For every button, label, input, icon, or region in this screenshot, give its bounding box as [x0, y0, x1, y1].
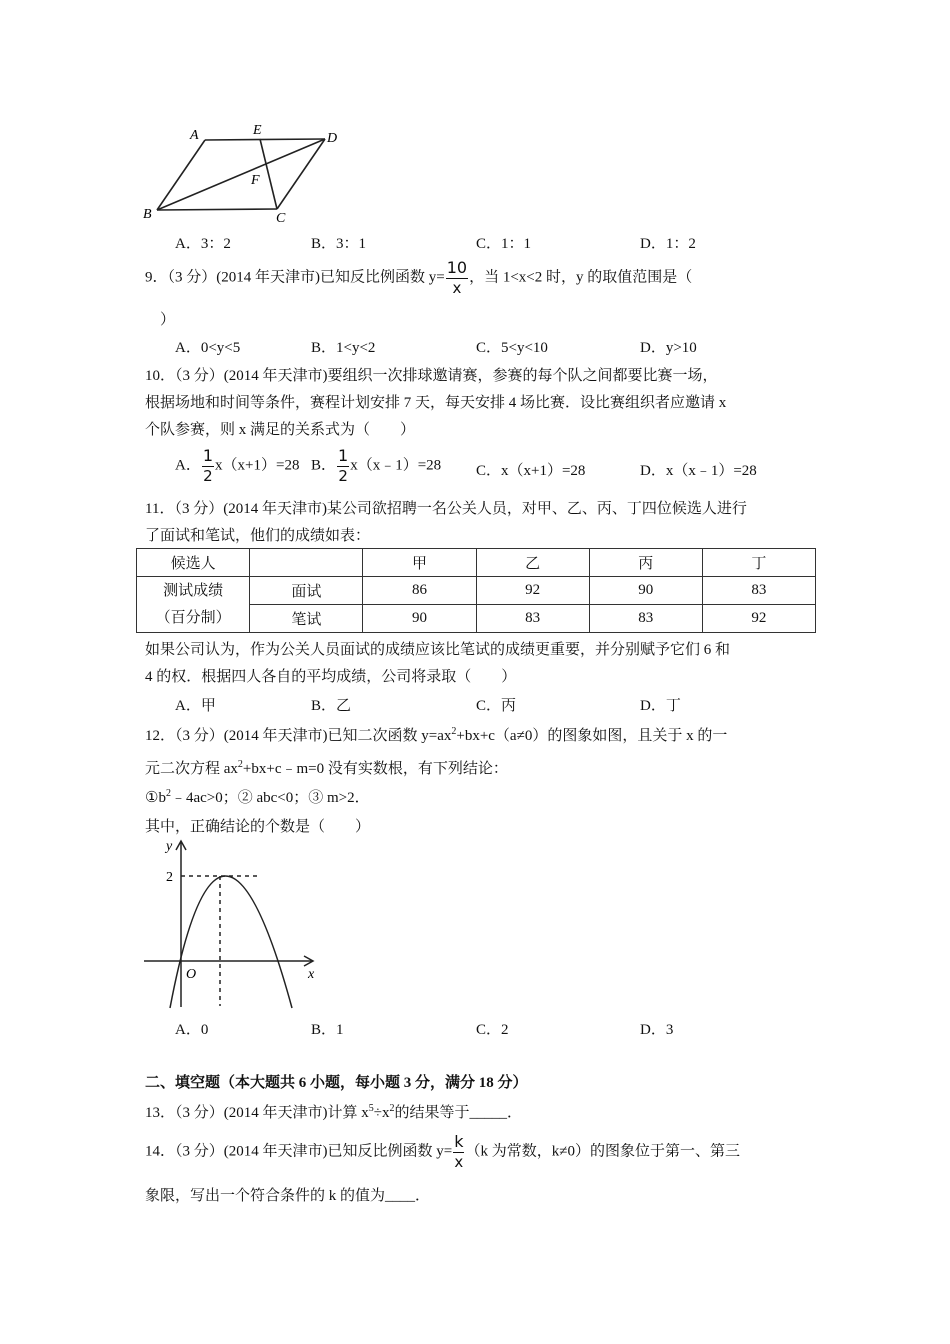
score-table	[136, 548, 816, 633]
q11-line-1: 11．（3 分）(2014 年天津市)某公司欲招聘一名公关人员，对甲、乙、丙、丁四位候选人进行	[145, 501, 747, 517]
q12-line-1-sup: 2	[451, 726, 457, 737]
q8-option-a[interactable]: A．3：2	[175, 236, 231, 252]
q10-option-b-fraction	[337, 448, 349, 484]
q14-answer-blank[interactable]: ____	[385, 1188, 416, 1204]
q14-frac-den: x	[454, 1153, 464, 1171]
q11-option-b[interactable]: B．乙	[311, 698, 352, 714]
q13-stem	[145, 1101, 522, 1122]
table-cell: 92	[702, 605, 815, 633]
q10-option-b-label: B．	[311, 457, 337, 474]
q9-stem	[145, 260, 692, 296]
graph-x-label: x	[308, 967, 315, 982]
q13-answer-blank[interactable]: _____	[469, 1105, 507, 1121]
q9-close-paren: ）	[160, 312, 176, 328]
q13-c: 的结果等于	[394, 1105, 470, 1121]
table-header-cell: 丁	[702, 549, 815, 577]
point-a-label: A	[190, 128, 199, 143]
q12-line-4: 其中，正确结论的个数是（ ）	[145, 819, 371, 835]
q11-line-4: 4 的权．根据四人各自的平均成绩，公司将录取（ ）	[145, 669, 517, 685]
q14-end: ．	[415, 1188, 431, 1204]
q14-line-2	[145, 1184, 430, 1205]
point-c-label: C	[276, 211, 286, 226]
q12-line-3-a: ①b	[145, 790, 166, 806]
table-cell: 86	[363, 577, 476, 605]
graph-origin-label: O	[186, 967, 197, 982]
q8-option-b[interactable]: B．3：1	[311, 236, 367, 252]
point-d-label: D	[327, 131, 338, 146]
table-cell: 90	[589, 577, 702, 605]
q10-line-2: 根据场地和时间等条件，赛程计划安排 7 天，每天安排 4 场比赛．设比赛组织者应邀请 x	[145, 395, 727, 411]
q12-line-1	[145, 724, 727, 745]
q10-option-b[interactable]	[311, 448, 441, 484]
q10-option-a-tail: x（x+1）=28	[215, 457, 300, 474]
q9-option-c[interactable]: C．5<y<10	[476, 340, 548, 356]
table-header-cell: 甲	[363, 549, 476, 577]
q9-option-b[interactable]: B．1<y<2	[311, 340, 376, 356]
q10-option-b-den: 2	[338, 467, 348, 485]
q13-end: ．	[507, 1105, 523, 1121]
q10-line-1: 10．（3 分）(2014 年天津市)要组织一次排球邀请赛，参赛的每个队之间都要比赛一场，	[145, 368, 718, 384]
table-cell: 92	[476, 577, 589, 605]
q11-option-a[interactable]: A．甲	[175, 698, 216, 714]
q12-line-3-sup: 2	[165, 788, 171, 799]
q12-line-2	[145, 757, 508, 778]
point-e-label: E	[253, 123, 262, 138]
q10-option-b-tail: x（x﹣1）=28	[350, 457, 442, 474]
q12-option-c[interactable]: C．2	[476, 1022, 509, 1038]
q14-fraction	[453, 1134, 464, 1170]
q12-line-2-a: 元二次方程 ax	[145, 761, 238, 777]
table-header-cell	[250, 549, 363, 577]
point-f-label: F	[251, 173, 260, 188]
table-cell: 83	[702, 577, 815, 605]
q10-option-a-label: A．	[175, 457, 201, 474]
q10-line-3: 个队参赛，则 x 满足的关系式为（ ）	[145, 422, 416, 438]
q10-option-c[interactable]: C．x（x+1）=28	[476, 463, 586, 479]
table-header-row	[137, 549, 816, 577]
q14-stem	[145, 1134, 740, 1170]
table-cell: 90	[363, 605, 476, 633]
q10-option-a-num: 1	[202, 446, 214, 465]
q9-frac-den: x	[452, 279, 462, 297]
table-cell: 83	[589, 605, 702, 633]
table-row	[137, 577, 816, 605]
graph-tick-2: 2	[166, 870, 173, 885]
q14-line-2-text: 象限，写出一个符合条件的 k 的值为	[145, 1188, 386, 1204]
q9-suffix: ，当 1<x<2 时，y 的取值范围是（	[469, 269, 693, 286]
q12-line-1-b: +bx+c（a≠0）的图象如图，且关于 x 的一	[456, 728, 728, 744]
q11-line-3: 如果公司认为，作为公关人员面试的成绩应该比笔试的成绩更重要，并分别赋予它们 6 和	[145, 642, 731, 658]
q10-option-a-den: 2	[203, 467, 213, 485]
section-2-title: 二、填空题（本大题共 6 小题，每小题 3 分，满分 18 分）	[145, 1075, 528, 1091]
q9-frac-num: 10	[446, 258, 468, 277]
table-group-label	[137, 577, 250, 633]
q8-option-d[interactable]: D．1：2	[640, 236, 696, 252]
q9-option-d[interactable]: D．y>10	[640, 340, 697, 356]
point-b-label: B	[143, 207, 152, 222]
table-row-label: 笔试	[250, 605, 363, 633]
q9-fraction	[446, 260, 468, 296]
q13-sup-2: 2	[389, 1103, 395, 1114]
table-row-label: 面试	[250, 577, 363, 605]
table-group-label-2: （百分制）	[155, 609, 231, 626]
graph-y-label: y	[166, 839, 173, 854]
q11-option-c[interactable]: C．丙	[476, 698, 517, 714]
q13-sup-1: 5	[368, 1103, 374, 1114]
q10-option-a[interactable]	[175, 448, 299, 484]
q10-option-b-num: 1	[338, 446, 349, 465]
q12-option-d[interactable]: D．3	[640, 1022, 674, 1038]
q11-line-2: 了面试和笔试，他们的成绩如表：	[145, 528, 371, 544]
q12-line-1-a: 12．（3 分）(2014 年天津市)已知二次函数 y=ax	[145, 728, 452, 744]
parabola-graph	[140, 836, 325, 1012]
q12-line-3	[145, 786, 370, 807]
q8-option-c[interactable]: C．1：1	[476, 236, 532, 252]
q9-option-a[interactable]: A．0<y<5	[175, 340, 241, 356]
table-cell: 83	[476, 605, 589, 633]
q13-b: ÷x	[373, 1105, 390, 1121]
q12-option-b[interactable]: B．1	[311, 1022, 344, 1038]
q14-a: 14．（3 分）(2014 年天津市)已知反比例函数 y=	[145, 1143, 453, 1160]
q13-a: 13．（3 分）(2014 年天津市)计算 x	[145, 1105, 369, 1121]
table-header-cell: 候选人	[137, 549, 250, 577]
q10-option-d[interactable]: D．x（x﹣1）=28	[640, 463, 757, 479]
q10-option-a-fraction	[202, 448, 214, 484]
table-header-cell: 丙	[589, 549, 702, 577]
q12-line-3-b: ﹣4ac>0；② abc<0；③ m>2．	[170, 790, 370, 806]
q14-b: （k 为常数，k≠0）的图象位于第一、第三	[465, 1143, 740, 1160]
table-header-cell: 乙	[476, 549, 589, 577]
q12-line-2-b: +bx+c﹣m=0 没有实数根，有下列结论：	[242, 761, 508, 777]
q11-option-d[interactable]: D．丁	[640, 698, 681, 714]
q12-line-2-sup: 2	[237, 759, 243, 770]
table-group-label-1: 测试成绩	[163, 582, 224, 599]
q12-option-a[interactable]: A．0	[175, 1022, 209, 1038]
q9-prefix: 9．（3 分）(2014 年天津市)已知反比例函数 y=	[145, 269, 445, 286]
q14-frac-num: k	[454, 1132, 464, 1151]
parallelogram-figure	[140, 118, 350, 230]
